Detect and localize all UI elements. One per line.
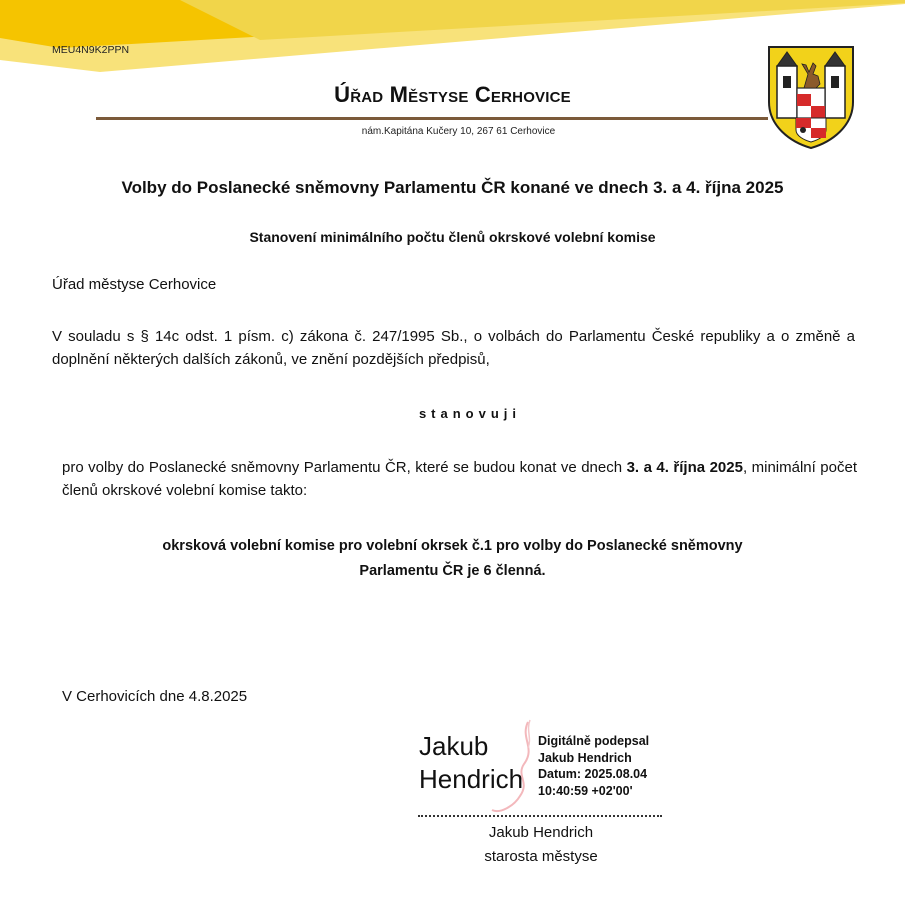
legal-basis-paragraph: V souladu s § 14c odst. 1 písm. c) zákona č. 247/1995 Sb., o volbách do Parlamentu České republiky a o změně a doplnění některých dalších zákonů, ve znění pozdějších předpisů, (52, 328, 855, 368)
signer-role: starosta městyse (484, 848, 598, 865)
body-paragraph (62, 456, 857, 502)
coat-of-arms-icon (766, 44, 856, 150)
title-divider (96, 117, 768, 120)
sub-heading: Stanovení minimálního počtu členů okrskové volební komise (249, 229, 656, 245)
body-text-after: , minimální počet členů okrskové volební komise takto: (62, 459, 857, 499)
decision-word: stanovuji (418, 406, 522, 421)
result-line-2: Parlamentu ČR je 6 členná. (359, 563, 546, 579)
signer-block (418, 821, 664, 869)
result-line-1: okrsková volební komise pro volební okrsek č.1 pro volby do Poslanecké sněmovny (162, 538, 743, 554)
main-heading: Volby do Poslanecké sněmovny Parlamentu ČR konané ve dnech 3. a 4. října 2025 (121, 178, 784, 197)
body-dates: 3. a 4. října 2025 (626, 459, 743, 476)
office-title-text: Úřad Městyse Cerhovice (334, 82, 571, 107)
signature-last-name: Hendrich (419, 764, 524, 794)
place-date: V Cerhovicích dne 4.8.2025 (62, 688, 248, 705)
signature-info-line-1: Digitálně podepsal (538, 734, 650, 748)
signature-info (538, 733, 649, 799)
signature-line (418, 815, 662, 817)
signature-name (419, 730, 523, 796)
signer-name: Jakub Hendrich (488, 824, 594, 841)
signature-info-line-4: 10:40:59 +02'00' (538, 783, 633, 798)
result-statement (0, 534, 905, 584)
office-address: nám.Kapitána Kučery 10, 267 61 Cerhovice (361, 126, 556, 137)
issuer-text: Úřad městyse Cerhovice (52, 276, 217, 293)
document-id: MEU4N9K2PPN (52, 44, 130, 56)
signature-info-line-2: Jakub Hendrich (538, 750, 632, 765)
signature-info-line-3: Datum: 2025.08.04 (538, 767, 648, 781)
body-text-before: pro volby do Poslanecké sněmovny Parlamentu ČR, které se budou konat ve dnech (62, 459, 627, 476)
signature-first-name: Jakub (419, 731, 489, 761)
